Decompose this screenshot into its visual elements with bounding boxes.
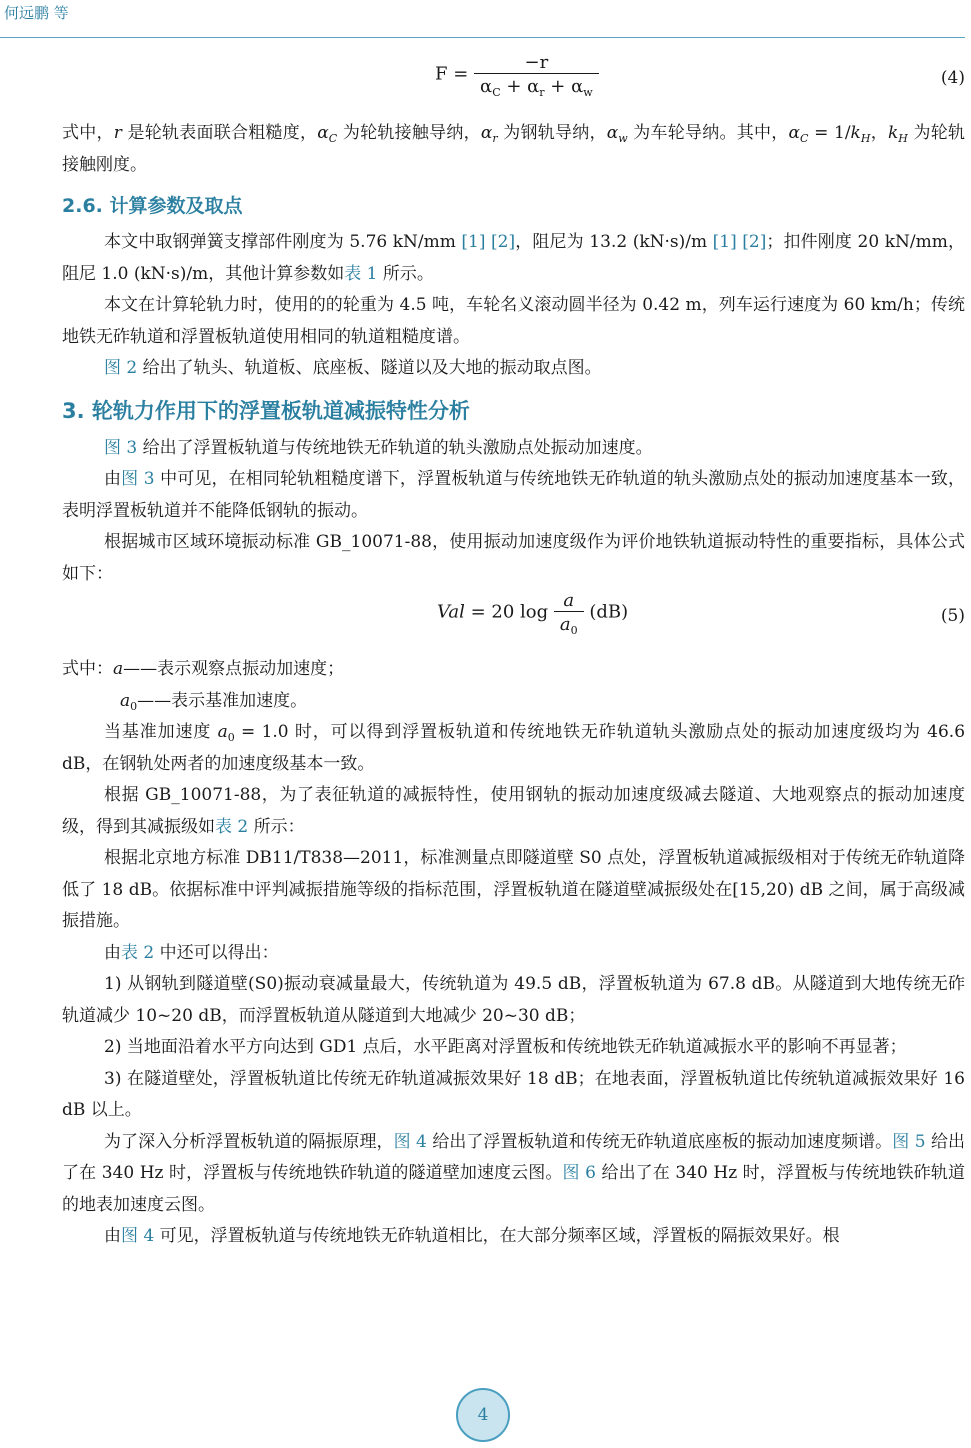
eq4-numerator: −r bbox=[524, 52, 549, 73]
header-rule bbox=[0, 37, 965, 38]
page-number-badge bbox=[456, 1388, 510, 1442]
paragraph-beijing-standard: 根据北京地方标准 DB11/T838—2011，标准测量点即隧道壁 S0 点处，浮置板轨道减振级相对于传统无砟轨道降低了 18 dB。依据标准中评判减振措施等级的指标范围，浮置板轨道在隧道壁减振级处在[15,20) dB 之间，属于高级减振措施。 bbox=[62, 848, 965, 931]
paragraph-wheel-load: 本文在计算轮轨力时，使用的的轮重为 4.5 吨，车轮名义滚动圆半径为 0.42 m，列车运行速度为 60 km/h；传统地铁无砟轨道和浮置板轨道使用相同的轨道粗糙度谱。 bbox=[62, 295, 965, 347]
paragraph-parameters: 本文中取钢弹簧支撑部件刚度为 5.76 kN/mm [1] [2]，阻尼为 13.2 (kN·s)/m [1] [2]；扣件刚度 20 kN/mm，阻尼 1.0 (kN·s)/m，其他计算参数如表 1 所示。 bbox=[62, 232, 965, 284]
paragraph-reference-acceleration: 当基准加速度 $a_0 = 1.0$ 时，可以得到浮置板轨道和传统地铁无砟轨道轨头激励点处的振动加速度级均为 46.6 dB，在钢轨处两者的加速度级基本一致。 bbox=[62, 722, 966, 774]
eq4-number: (4) bbox=[940, 68, 965, 88]
running-header bbox=[0, 0, 971, 38]
header-author: 何远鹏 等 bbox=[4, 4, 69, 22]
eq5-lhs: Val = 20 log bbox=[437, 601, 549, 623]
paragraph-eq4-explanation: 式中，r 是轮轨表面联合粗糙度，$\alpha_C$ 为轮轨接触导纳，$\alpha_r$ 为钢轨导纳，$\alpha_w$ 为车轮导纳。其中，$\alpha_C = 1/k_H$，$k_H$ 为轮轨接触刚度。 bbox=[62, 123, 966, 175]
section-heading-3: 3. 轮轨力作用下的浮置板轨道减振特性分析 bbox=[62, 398, 470, 423]
equation-5 bbox=[62, 590, 965, 654]
eq5-denominator: $a_0$ bbox=[554, 611, 584, 635]
definition-a0: $a_0——$表示基准加速度。 bbox=[120, 690, 308, 713]
eq5-number: (5) bbox=[940, 606, 965, 626]
eq4-fraction bbox=[474, 52, 599, 97]
paragraph-standard: 根据城市区域环境振动标准 GB_10071-88，使用振动加速度级作为评价地铁轨道振动特性的重要指标，具体公式如下： bbox=[62, 532, 965, 584]
page-number: 4 bbox=[477, 1405, 489, 1425]
eq5-fraction bbox=[554, 590, 584, 635]
main-content bbox=[62, 52, 965, 1253]
list-item-3: 3) 在隧道壁处，浮置板轨道比传统无砟轨道减振效果好 18 dB；在地表面，浮置板轨道比传统轨道减振效果好 16 dB 以上。 bbox=[62, 1068, 965, 1120]
equation-4 bbox=[62, 52, 965, 118]
eq5-numerator: a bbox=[563, 590, 575, 611]
list-item-2: 2) 当地面沿着水平方向达到 GD1 点后，水平距离对浮置板和传统地铁无砟轨道减振水平的影响不再显著； bbox=[104, 1037, 907, 1057]
section-heading-2-6: 2.6. 计算参数及取点 bbox=[62, 195, 243, 217]
paragraph-table2-conclusions: 由表 2 中还可以得出： bbox=[104, 942, 279, 963]
paragraph-fig3-result: 由图 3 中可见，在相同轮轨粗糙度谱下，浮置板轨道与传统地铁无砟轨道的轨头激励点处的振动加速度基本一致，表明浮置板轨道并不能降低钢轨的振动。 bbox=[62, 469, 966, 521]
paragraph-table2: 根据 GB_10071-88，为了表征轨道的减振特性，使用钢轨的振动加速度级减去隧道、大地观察点的振动加速度级，得到其减振级如表 2 所示： bbox=[62, 785, 965, 837]
definition-a: 式中：a——表示观察点振动加速度； bbox=[62, 659, 345, 679]
paragraph-fig4-6: 为了深入分析浮置板轨道的隔振原理，图 4 给出了浮置板轨道和传统无砟轨道底座板的振动加速度频谱。图 5 给出了在 340 Hz 时，浮置板与传统地铁砟轨道的隧道壁加速度云图。图 6 给出了在 340 Hz 时，浮置板与传统地铁砟轨道的地表加速度云图。 bbox=[62, 1131, 966, 1215]
eq4-denominator: $\alpha_C + \alpha_r + \alpha_w$ bbox=[474, 73, 599, 97]
eq5-unit: (dB) bbox=[589, 601, 629, 623]
paragraph-fig2: 图 2 给出了轨头、轨道板、底座板、隧道以及大地的振动取点图。 bbox=[104, 358, 602, 378]
paragraph-fig3: 图 3 给出了浮置板轨道与传统地铁无砟轨道的轨头激励点处振动加速度。 bbox=[104, 437, 653, 458]
paragraph-fig4-analysis: 由图 4 可见，浮置板轨道与传统地铁无砟轨道相比，在大部分频率区域，浮置板的隔振效果好。根 bbox=[104, 1226, 840, 1246]
list-item-1: 1) 从钢轨到隧道壁(S0)振动衰减量最大，传统轨道为 49.5 dB，浮置板轨道为 67.8 dB。从隧道到大地传统无砟轨道减少 10~20 dB，而浮置板轨道从隧道到大地减少 20~30 dB； bbox=[62, 974, 965, 1026]
eq4-lhs: F = bbox=[435, 63, 469, 85]
